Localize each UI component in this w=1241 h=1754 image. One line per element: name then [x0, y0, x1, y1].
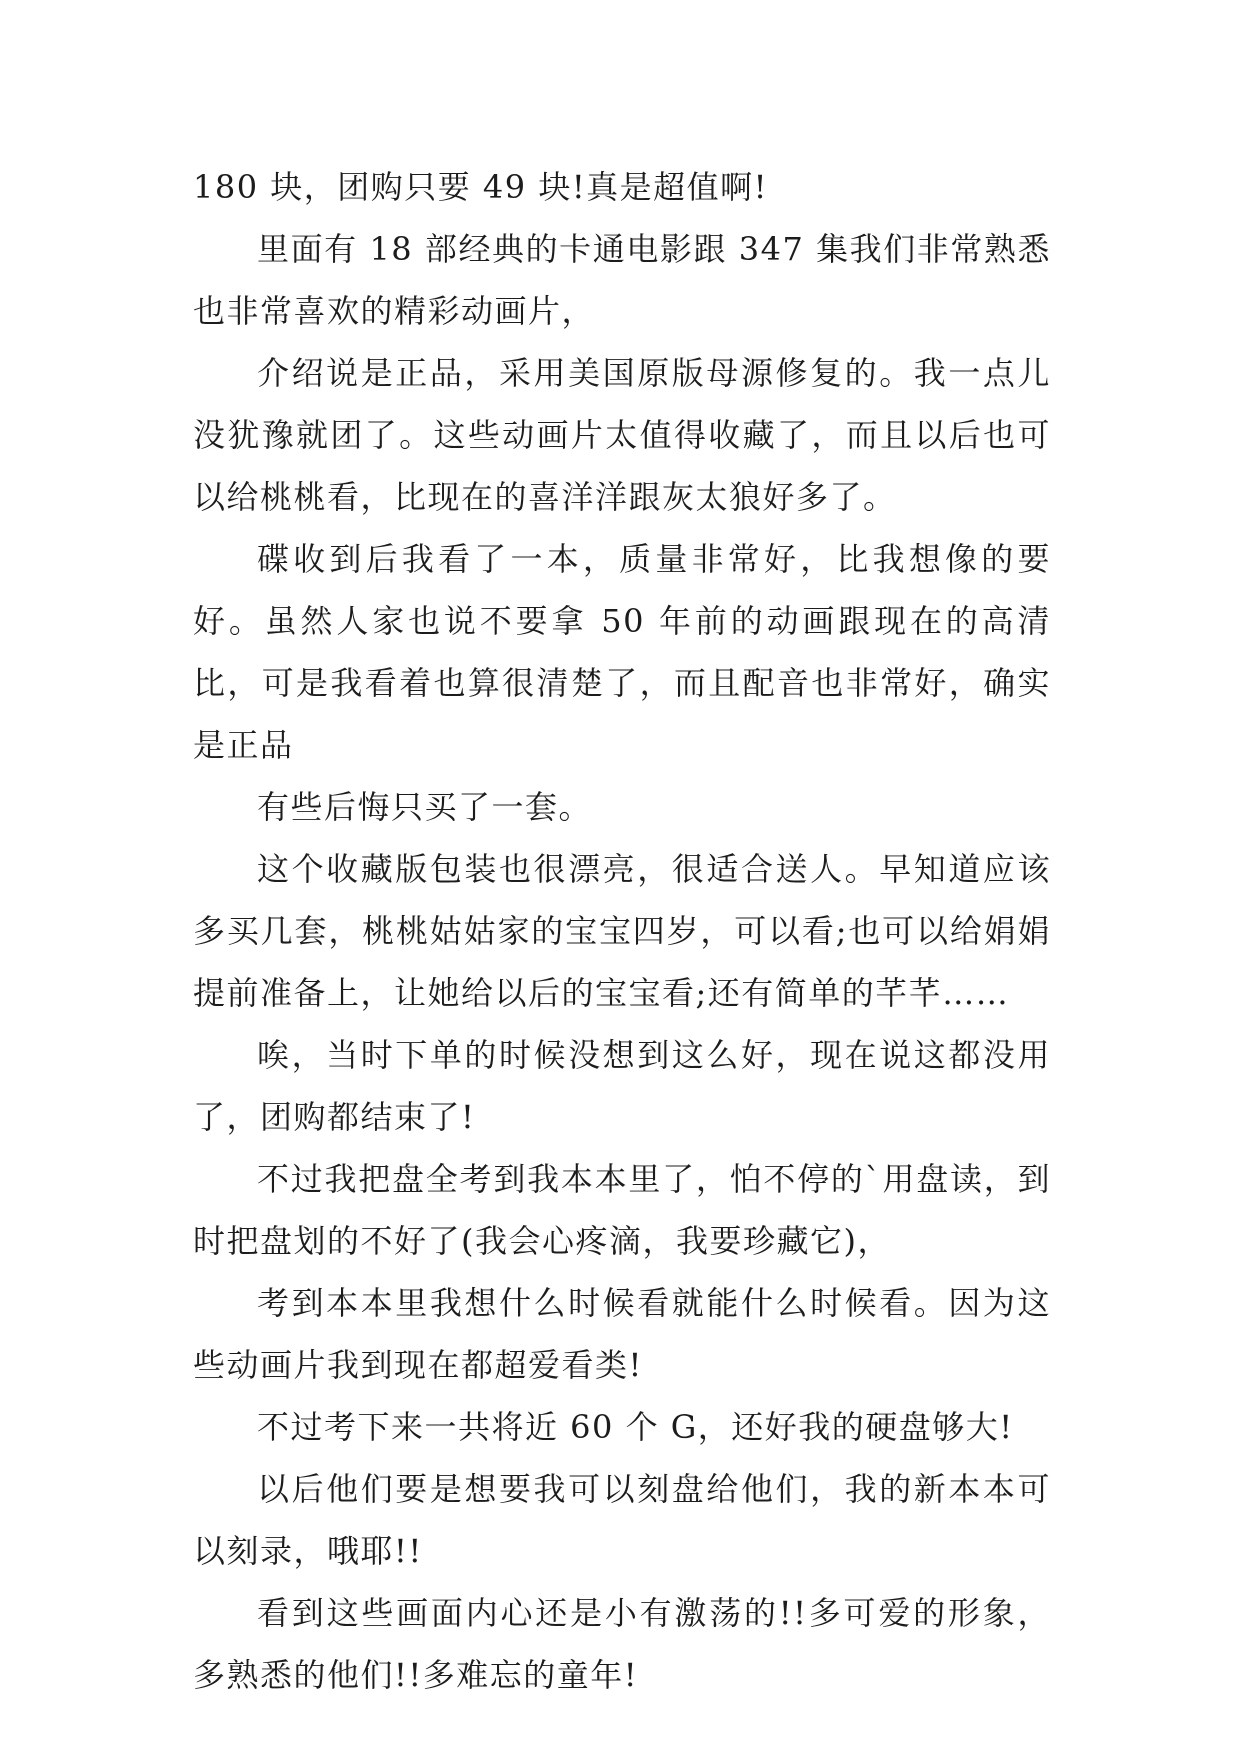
- paragraph-8: 不过我把盘全考到我本本里了，怕不停的`用盘读，到时把盘划的不好了(我会心疼滴，我要珍藏它)，: [193, 1160, 1051, 1260]
- paragraph-2: 里面有 18 部经典的卡通电影跟 347 集我们非常熟悉也非常喜欢的精彩动画片，: [193, 230, 1051, 330]
- paragraph-3: 介绍说是正品，采用美国原版母源修复的。我一点儿没犹豫就团了。这些动画片太值得收藏了，而且以后也可以给桃桃看，比现在的喜洋洋跟灰太狼好多了。: [193, 354, 1051, 516]
- paragraph-7: 唉，当时下单的时候没想到这么好，现在说这都没用了，团购都结束了!: [193, 1036, 1051, 1136]
- paragraph-4: 碟收到后我看了一本，质量非常好，比我想像的要好。虽然人家也说不要拿 50 年前的动画跟现在的高清比，可是我看着也算很清楚了，而且配音也非常好，确实是正品: [193, 540, 1051, 764]
- paragraph-11: 以后他们要是想要我可以刻盘给他们，我的新本本可以刻录，哦耶!!: [193, 1470, 1051, 1570]
- paragraph-1: 180 块，团购只要 49 块!真是超值啊!: [193, 168, 769, 206]
- paragraph-9: 考到本本里我想什么时候看就能什么时候看。因为这些动画片我到现在都超爱看类!: [193, 1284, 1051, 1384]
- document-body: [193, 156, 1051, 1706]
- paragraph-6: 这个收藏版包装也很漂亮，很适合送人。早知道应该多买几套，桃桃姑姑家的宝宝四岁，可以看;也可以给娟娟提前准备上，让她给以后的宝宝看;还有简单的芊芊……: [193, 850, 1051, 1012]
- paragraph-12: 看到这些画面内心还是小有激荡的!!多可爱的形象，多熟悉的他们!!多难忘的童年!: [193, 1594, 1051, 1694]
- paragraph-10: 不过考下来一共将近 60 个 G，还好我的硬盘够大!: [257, 1408, 1014, 1446]
- paragraph-5: 有些后悔只买了一套。: [257, 788, 593, 826]
